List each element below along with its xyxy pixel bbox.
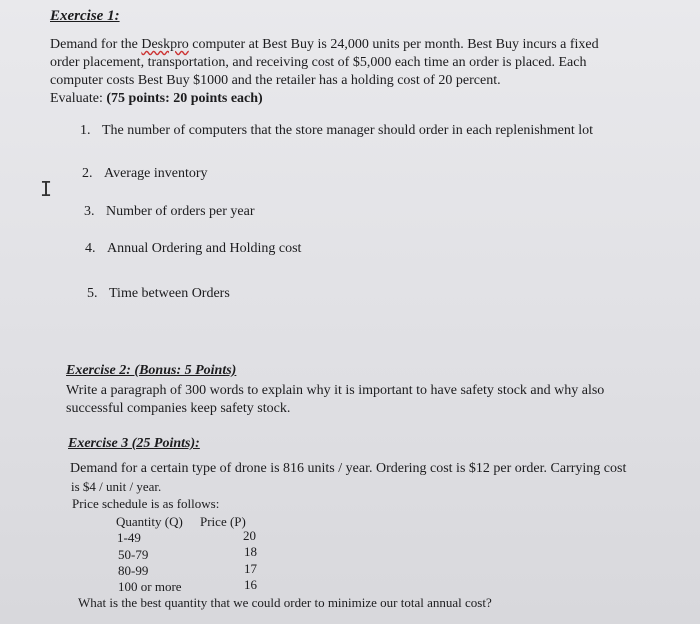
list-item: [85, 240, 301, 257]
list-item: [82, 165, 208, 182]
price-table-qty: 50-79: [118, 547, 149, 562]
exercise-1-line-1-pre: Demand for the: [50, 37, 142, 52]
exercise-1-line-1: [50, 36, 599, 53]
list-item-number: 3.: [84, 204, 95, 219]
exercise-3-question: What is the best quantity that we could order to minimize our total annual cost?: [78, 595, 492, 610]
evaluate-points: (75 points: 20 points each): [106, 91, 263, 106]
text-cursor-icon: I: [40, 177, 53, 201]
exercise-1-line-1-post: computer at Best Buy is 24,000 units per month. Best Buy incurs a fixed: [188, 37, 599, 52]
exercise-1-evaluate: [50, 90, 263, 107]
price-table-price: 20: [243, 528, 256, 543]
exercise-1-line-2: order placement, transportation, and receiving cost of $5,000 each time an order is placed. Each: [50, 55, 587, 70]
price-table-price: 17: [244, 561, 257, 576]
brand-name-misspelled: Deskpro: [141, 37, 189, 52]
list-item: [87, 285, 230, 302]
evaluate-label: Evaluate:: [50, 91, 107, 106]
list-item-number: 1.: [80, 123, 91, 138]
price-table-price: 18: [244, 544, 257, 559]
exercise-3-line-1: Demand for a certain type of drone is 816 units / year. Ordering cost is $12 per order. Carrying cost: [70, 461, 627, 476]
price-table-qty: 80-99: [118, 563, 149, 578]
exercise-3-line-3: Price schedule is as follows:: [72, 496, 220, 511]
price-table-qty: 100 or more: [118, 579, 182, 594]
list-item-number: 2.: [82, 166, 93, 181]
exercise-1-title: Exercise 1:: [50, 8, 120, 24]
exercise-3-title: Exercise 3 (25 Points):: [68, 436, 200, 451]
exercise-2-title: Exercise 2: (Bonus: 5 Points): [66, 363, 237, 378]
list-item: [80, 122, 593, 139]
list-item-text: Average inventory: [104, 166, 208, 181]
exercise-2-line-2: successful companies keep safety stock.: [66, 401, 291, 416]
price-table-header-quantity: Quantity (Q): [116, 514, 183, 529]
list-item-text: The number of computers that the store manager should order in each replenishment lot: [102, 123, 594, 138]
list-item-number: 4.: [85, 241, 96, 256]
list-item-number: 5.: [87, 286, 98, 301]
exercise-1-line-3: computer costs Best Buy $1000 and the retailer has a holding cost of 20 percent.: [50, 73, 501, 88]
exercise-2-line-1: Write a paragraph of 300 words to explain why it is important to have safety stock and why also: [66, 383, 605, 398]
list-item-text: Annual Ordering and Holding cost: [107, 241, 302, 256]
price-table-header-price: Price (P): [200, 514, 246, 529]
list-item-text: Number of orders per year: [106, 204, 255, 219]
price-table-qty: 1-49: [117, 530, 141, 545]
list-item: [84, 203, 255, 220]
list-item-text: Time between Orders: [109, 286, 230, 301]
price-table-price: 16: [244, 577, 257, 592]
exercise-3-line-2: is $4 / unit / year.: [71, 479, 162, 494]
